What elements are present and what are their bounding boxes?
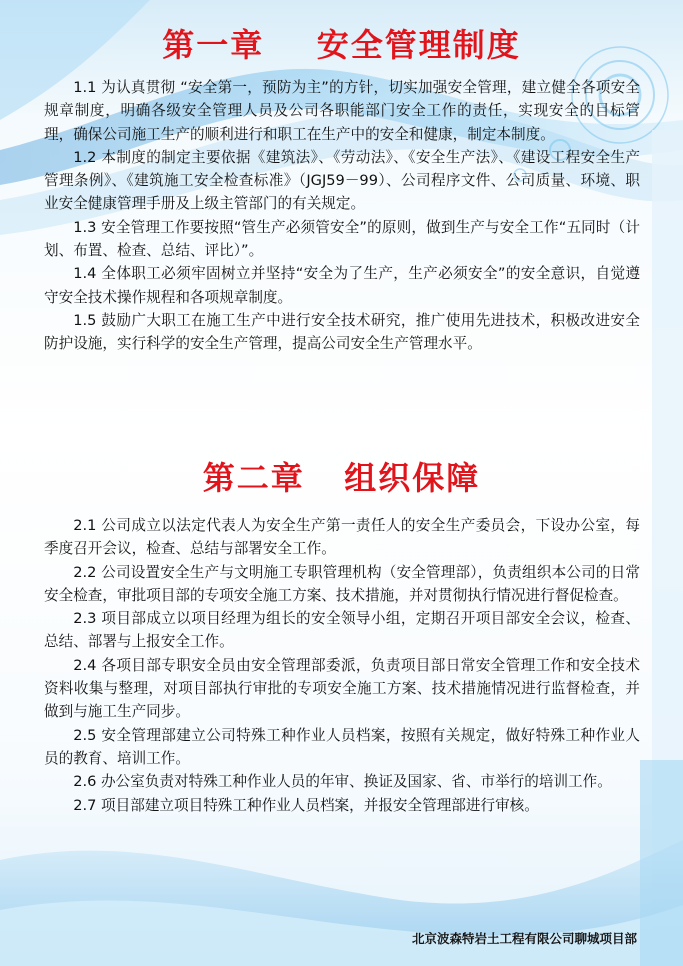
chapter1-title: 第一章 安全管理制度 bbox=[162, 26, 521, 64]
chapter2-paragraph-4: 2.4 各项目部专职安全员由安全管理部委派，负责项目部日常安全管理工作和安全技术资料收集与整理，对项目部执行审批的专项安全施工方案、技术措施情况进行监督检查，并做到与施工生产同步。 bbox=[44, 656, 640, 721]
chapter1-paragraph-4: 1.4 全体职工必须牢固树立并坚持“安全为了生产，生产必须安全”的安全意识，自觉遵守安全技术操作规程和各项规章制度。 bbox=[44, 265, 640, 306]
footer-organization: 北京波森特岩土工程有限公司聊城项目部 bbox=[411, 931, 637, 946]
chapter2-paragraph-3: 2.3 项目部成立以项目经理为组长的安全领导小组，定期召开项目部安全会议，检查、总结、部署与上报安全工作。 bbox=[44, 610, 640, 651]
chapter1-section bbox=[44, 76, 640, 356]
chapter2-paragraph-6: 2.6 办公室负责对特殊工种作业人员的年审、换证及国家、省、市举行的培训工作。 bbox=[73, 773, 612, 791]
chapter2-section bbox=[44, 514, 640, 817]
chapter2-paragraph-2: 2.2 公司设置安全生产与文明施工专职管理机构（安全管理部），负责组织本公司的日常安全检查，审批项目部的专项安全施工方案、技术措施，并对贯彻执行情况进行督促检查。 bbox=[44, 563, 640, 604]
chapter1-paragraph-3: 1.3 安全管理工作要按照“管生产必须管安全”的原则，做到生产与安全工作“五同时（计划、布置、检查、总结、评比）”。 bbox=[44, 218, 640, 260]
chapter2-title: 第二章 组织保障 bbox=[202, 459, 481, 497]
chapter2-paragraph-5: 2.5 安全管理部建立公司特殊工种作业人员档案，按照有关规定，做好特殊工种作业人员的教育、培训工作。 bbox=[44, 726, 640, 767]
chapter2-paragraph-1: 2.1 公司成立以法定代表人为安全生产第一责任人的安全生产委员会，下设办公室，每季度召开会议，检查、总结与部署安全工作。 bbox=[44, 517, 640, 558]
chapter1-paragraph-1: 1.1 为认真贯彻 “安全第一，预防为主”的方针，切实加强安全管理，建立健全各项安全规章制度，明确各级安全管理人员及公司各职能部门安全工作的责任，实现安全的目标管理，确保公司施工生产的顺利进行和职工在生产中的安全和健康，制定本制度。 bbox=[44, 79, 640, 143]
chapter2-paragraph-7: 2.7 项目部建立项目特殊工种作业人员档案，并报安全管理部进行审核。 bbox=[73, 796, 539, 814]
chapter1-paragraph-2: 1.2 本制度的制定主要依据《建筑法》、《劳动法》、《安全生产法》、《建设工程安全生产管理条例》、《建筑施工安全检查标准》（JGJ59－99）、公司程序文件、公司质量、环境、职业安全健康管理手册及上级主管部门的有关规定。 bbox=[44, 148, 640, 213]
chapter1-paragraph-5: 1.5 鼓励广大职工在施工生产中进行安全技术研究，推广使用先进技术，积极改进安全防护设施，实行科学的安全生产管理，提高公司安全生产管理水平。 bbox=[44, 311, 640, 353]
